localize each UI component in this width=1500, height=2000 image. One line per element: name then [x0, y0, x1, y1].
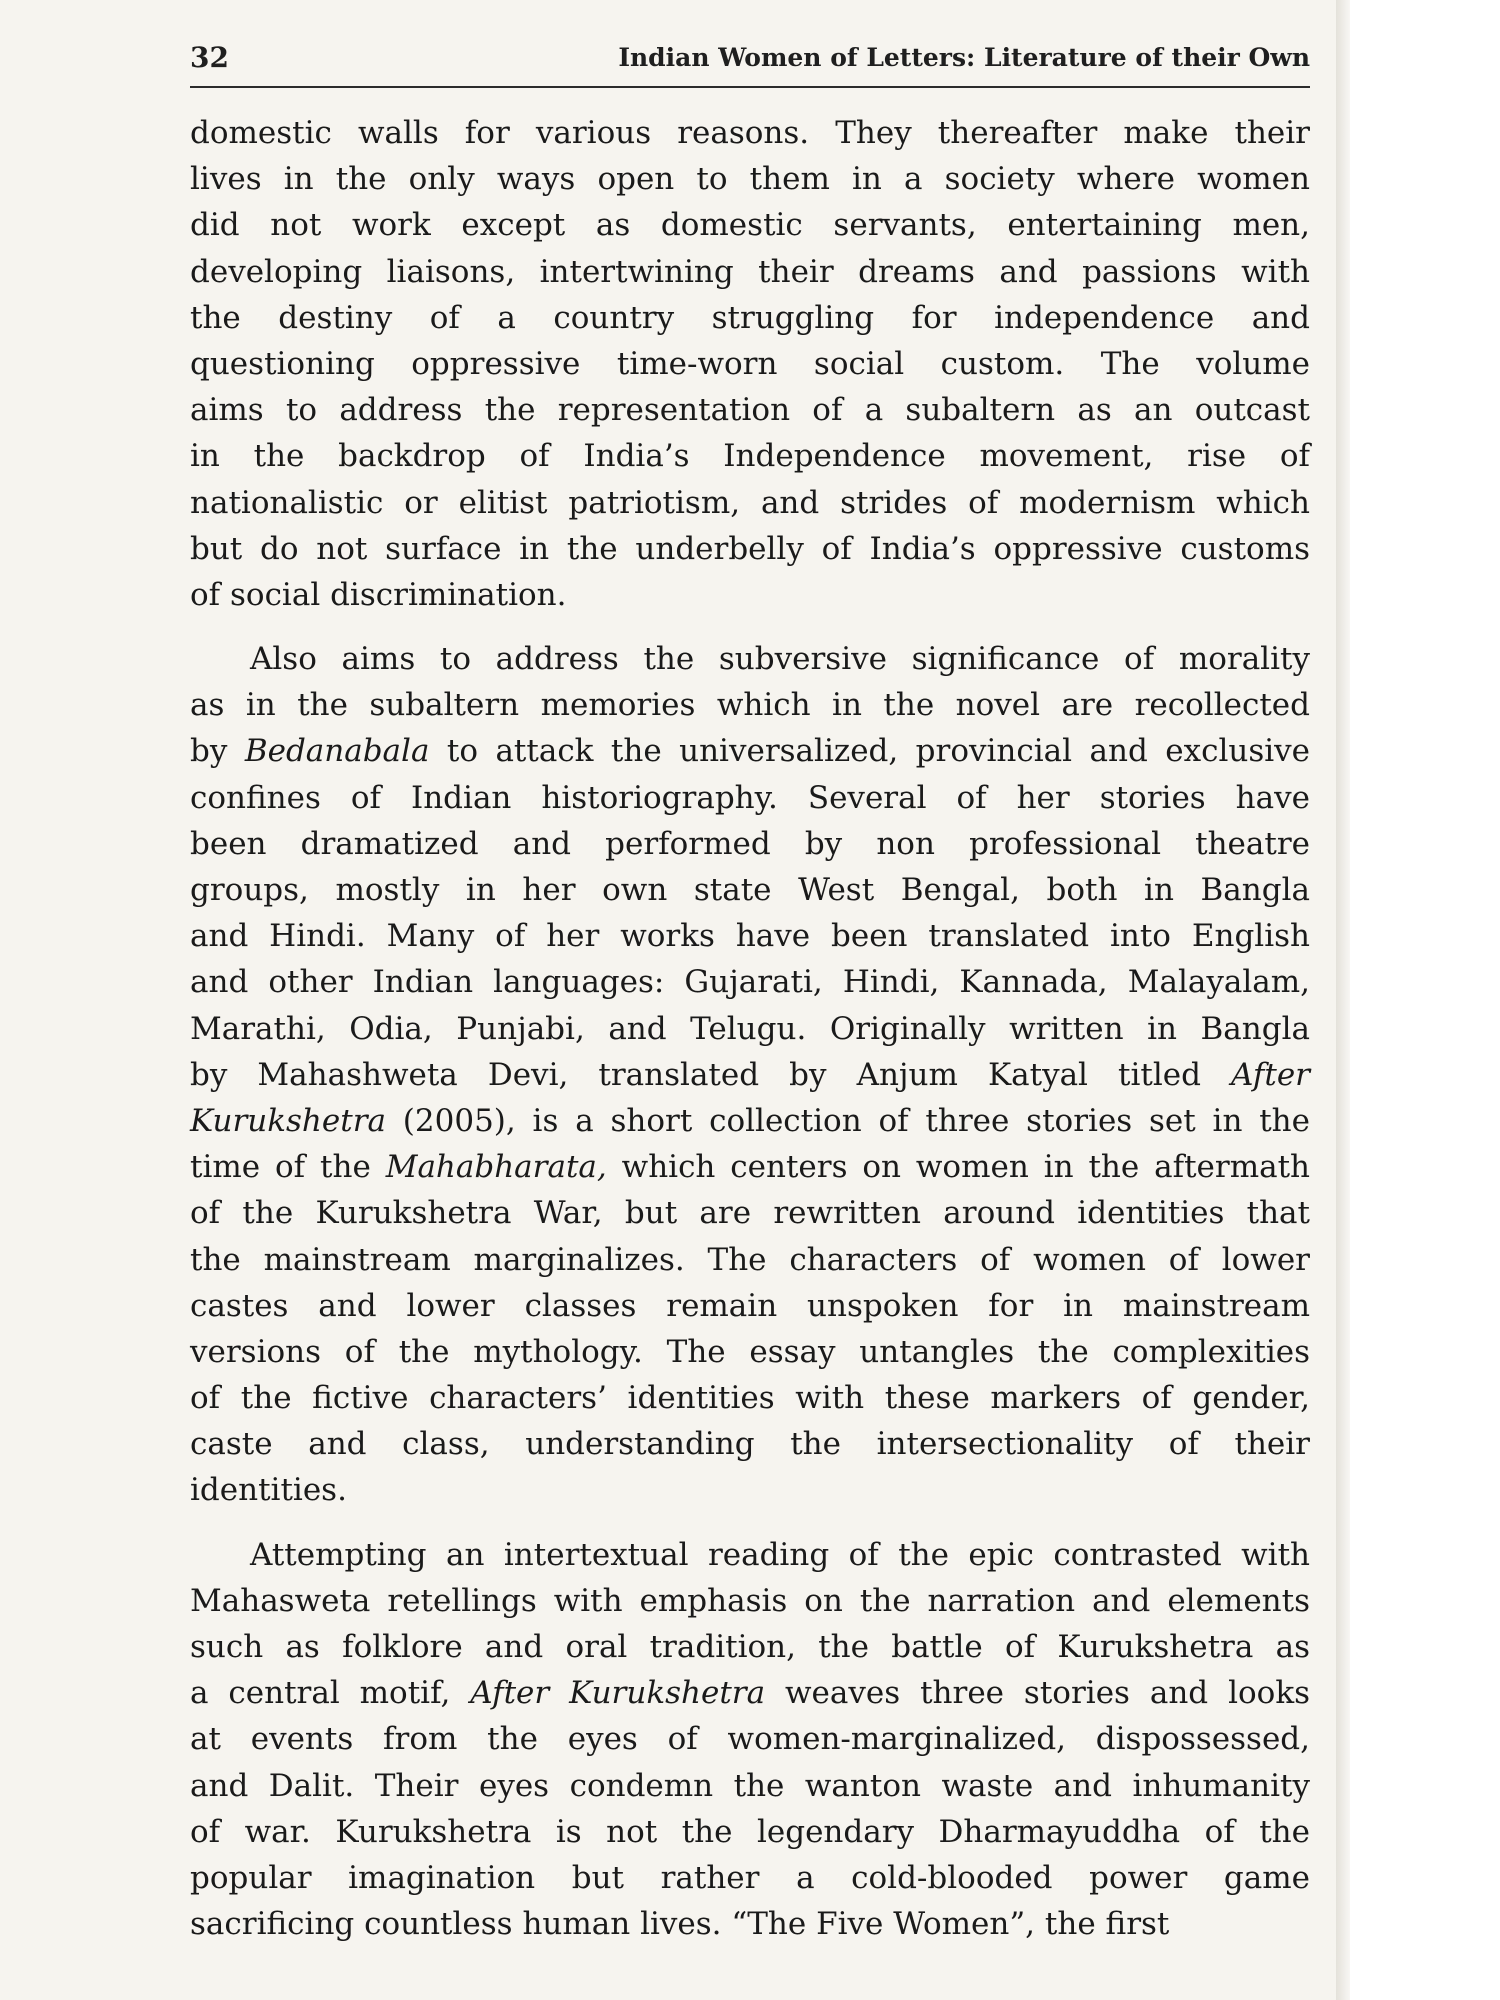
text-run: confines of Indian historiography. Several of her stories have — [190, 779, 1310, 816]
page-number: 32 — [190, 41, 229, 74]
text-run: weaves three stories and looks — [765, 1675, 1311, 1712]
paragraph — [190, 636, 1310, 1514]
text-line — [190, 249, 1310, 295]
text-line — [190, 1098, 1310, 1144]
text-run: sacrificing countless human lives. “The Five Women”, the first — [190, 1906, 1170, 1943]
text-line — [190, 1421, 1310, 1467]
text-run: a central motif, — [190, 1675, 471, 1712]
body-text — [190, 110, 1310, 1947]
text-run: at events from the eyes of women-marginalized, dispossessed, — [190, 1721, 1310, 1758]
text-line — [190, 202, 1310, 248]
paragraph — [190, 110, 1310, 618]
text-run: nationalistic or elitist patriotism, and strides of modernism which — [190, 484, 1310, 521]
text-run: (2005), is a short collection of three stories set in the — [386, 1102, 1310, 1139]
italic-title: After — [1231, 1056, 1310, 1093]
paragraph-gap — [190, 1514, 1310, 1532]
text-line — [190, 1006, 1310, 1052]
text-line — [190, 1190, 1310, 1236]
text-run: in the backdrop of India’s Independence movement, rise of — [190, 438, 1310, 475]
italic-title: Mahabharata, — [385, 1149, 607, 1186]
text-run: domestic walls for various reasons. They thereafter make their — [190, 115, 1310, 151]
text-run: been dramatized and performed by non professional theatre — [190, 825, 1310, 862]
text-run: Attempting an intertextual reading of the epic contrasted with — [250, 1536, 1310, 1573]
paragraph-gap — [190, 618, 1310, 636]
text-run: of the Kurukshetra War, but are rewritten around identities that — [190, 1195, 1310, 1232]
text-run: time of the — [190, 1149, 386, 1186]
running-header — [190, 38, 1310, 82]
text-run: of war. Kurukshetra is not the legendary Dharmayuddha of the — [190, 1813, 1310, 1850]
text-run: Mahasweta retellings with emphasis on the narration and elements — [190, 1582, 1310, 1619]
text-run: such as folklore and oral tradition, the battle of Kurukshetra as — [190, 1629, 1310, 1665]
paper-edge-shadow — [1336, 0, 1350, 2000]
text-line — [190, 1809, 1310, 1855]
text-run: developing liaisons, intertwining their dreams and passions with — [190, 253, 1310, 290]
text-line — [190, 1855, 1310, 1901]
text-line — [190, 341, 1310, 387]
text-line — [190, 480, 1310, 526]
text-line — [190, 295, 1310, 341]
text-run: by Mahashweta Devi, translated by Anjum Katyal titled — [190, 1056, 1232, 1093]
italic-title: Kurukshetra — [190, 1102, 386, 1139]
text-run: and other Indian languages: Gujarati, Hindi, Kannada, Malayalam, — [190, 964, 1310, 1001]
text-line — [190, 682, 1310, 728]
text-run: groups, mostly in her own state West Bengal, both in Bangla — [190, 872, 1310, 908]
text-run: of the fictive characters’ identities with these markers of gender, — [190, 1380, 1310, 1417]
text-run: and Hindi. Many of her works have been translated into English — [190, 918, 1310, 955]
text-line — [190, 1329, 1310, 1375]
text-line — [190, 913, 1310, 959]
italic-title: After Kurukshetra — [470, 1675, 766, 1712]
text-run: caste and class, understanding the intersectionality of their — [190, 1426, 1310, 1463]
text-run: to attack the universalized, provincial and exclusive — [429, 733, 1311, 770]
text-run: identities. — [190, 1472, 347, 1509]
paragraph — [190, 1532, 1310, 1948]
text-line — [190, 1670, 1310, 1716]
text-line — [190, 1052, 1310, 1098]
text-line — [190, 1532, 1310, 1578]
text-line — [190, 156, 1310, 202]
text-line — [190, 821, 1310, 867]
text-run: which centers on women in the aftermath — [606, 1149, 1311, 1186]
text-line — [190, 959, 1310, 1005]
text-line — [190, 526, 1310, 572]
running-title: Indian Women of Letters: Literature of their Own — [618, 43, 1310, 72]
text-run: did not work except as domestic servants, entertaining men, — [190, 207, 1310, 244]
text-run: the mainstream marginalizes. The characters of women of lower — [190, 1241, 1310, 1278]
text-line — [190, 1716, 1310, 1762]
text-run: of social discrimination. — [190, 576, 567, 613]
text-line — [190, 1375, 1310, 1421]
text-line — [190, 1624, 1310, 1670]
text-line — [190, 636, 1310, 682]
text-run: and Dalit. Their eyes condemn the wanton waste and inhumanity — [190, 1767, 1310, 1804]
text-line — [190, 1144, 1310, 1190]
text-line — [190, 1763, 1310, 1809]
text-line — [190, 867, 1310, 913]
text-run: versions of the mythology. The essay untangles the complexities — [190, 1333, 1310, 1370]
header-rule — [190, 86, 1310, 88]
text-run: questioning oppressive time-worn social custom. The volume — [190, 345, 1310, 382]
italic-title: Bedanabala — [244, 733, 430, 770]
text-line — [190, 1283, 1310, 1329]
text-line — [190, 728, 1310, 774]
text-line — [190, 1237, 1310, 1283]
text-line — [190, 110, 1310, 156]
text-run: castes and lower classes remain unspoken for in mainstream — [190, 1287, 1310, 1324]
text-run: by — [190, 733, 245, 770]
text-line — [190, 572, 1310, 618]
text-run: as in the subaltern memories which in the novel are recollected — [190, 687, 1310, 724]
text-run: the destiny of a country struggling for independence and — [190, 299, 1310, 336]
text-line — [190, 1578, 1310, 1624]
text-run: lives in the only ways open to them in a society where women — [190, 161, 1310, 198]
text-run: Marathi, Odia, Punjabi, and Telugu. Originally written in Bangla — [190, 1010, 1310, 1047]
text-run: Also aims to address the subversive significance of morality — [250, 641, 1310, 678]
text-run: but do not surface in the underbelly of India’s oppressive customs — [190, 530, 1310, 567]
text-line — [190, 387, 1310, 433]
text-run: popular imagination but rather a cold-blooded power game — [190, 1859, 1310, 1896]
text-run: aims to address the representation of a subaltern as an outcast — [190, 392, 1310, 429]
text-line — [190, 1901, 1310, 1947]
text-line — [190, 1467, 1310, 1513]
text-line — [190, 433, 1310, 479]
text-line — [190, 775, 1310, 821]
